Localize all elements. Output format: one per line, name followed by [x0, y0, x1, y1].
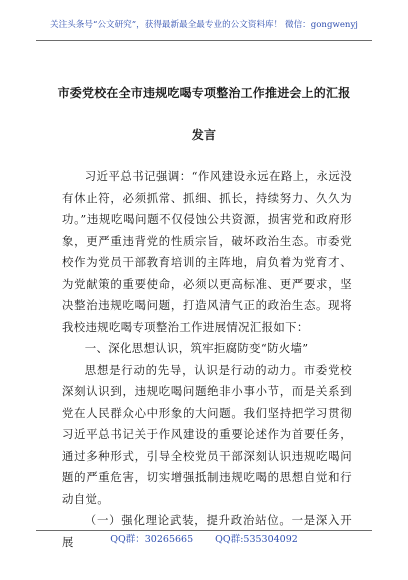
- footer-divider: [36, 530, 372, 531]
- section-heading-1: 一、深化思想认识，筑牢拒腐防变“防火墙”: [84, 341, 309, 355]
- footer-qq-group-2: QQ群:535304092: [215, 534, 298, 545]
- header-divider: [36, 40, 372, 41]
- footer: [0, 532, 408, 548]
- paragraph-section-1: 思想是行动的先导，认识是行动的动力。市委党校深刻认识到，违规吃喝问题绝非小事小节，而是关系到党在人民群众心中形象的大问题。我们坚持把学习贯彻习近平总书记关于作风建设的重要论述作为首要任务，通过多种形式，引导全校党员干部深刻认识违规吃喝问题的严重危害，切实增强抵制违规吃喝的思想自觉和行动自觉。: [62, 362, 352, 506]
- subsection-heading-1: （一）强化理论武装，提升政治站位。一是深入开展: [62, 513, 352, 549]
- footer-qq-group-1: QQ群：30265665: [110, 534, 194, 545]
- document-title: 市委党校在全市违规吃喝专项整治工作推进会上的汇报发言: [57, 86, 351, 142]
- header-banner: 关注头条号“公文研究”，获得最新最全最专业的公文资料库！ 微信：gongwenyj: [50, 20, 358, 30]
- document-body: [62, 166, 352, 553]
- paragraph-intro: 习近平总书记强调：“作风建设永远在路上，永远没有休止符，必须抓常、抓细、抓长，持续努力、久久为功。”违规吃喝问题不仅侵蚀公共资源，损害党和政府形象，更严重违背党的性质宗旨，破坏政治生态。市委党校作为党员干部教育培训的主阵地，肩负着为党育才、为党献策的重要使命，必须以更高标准、更严要求，坚决整治违规吃喝问题，打造风清气正的政治生态。现将我校违规吃喝专项整治工作进展情况汇报如下：: [62, 169, 352, 334]
